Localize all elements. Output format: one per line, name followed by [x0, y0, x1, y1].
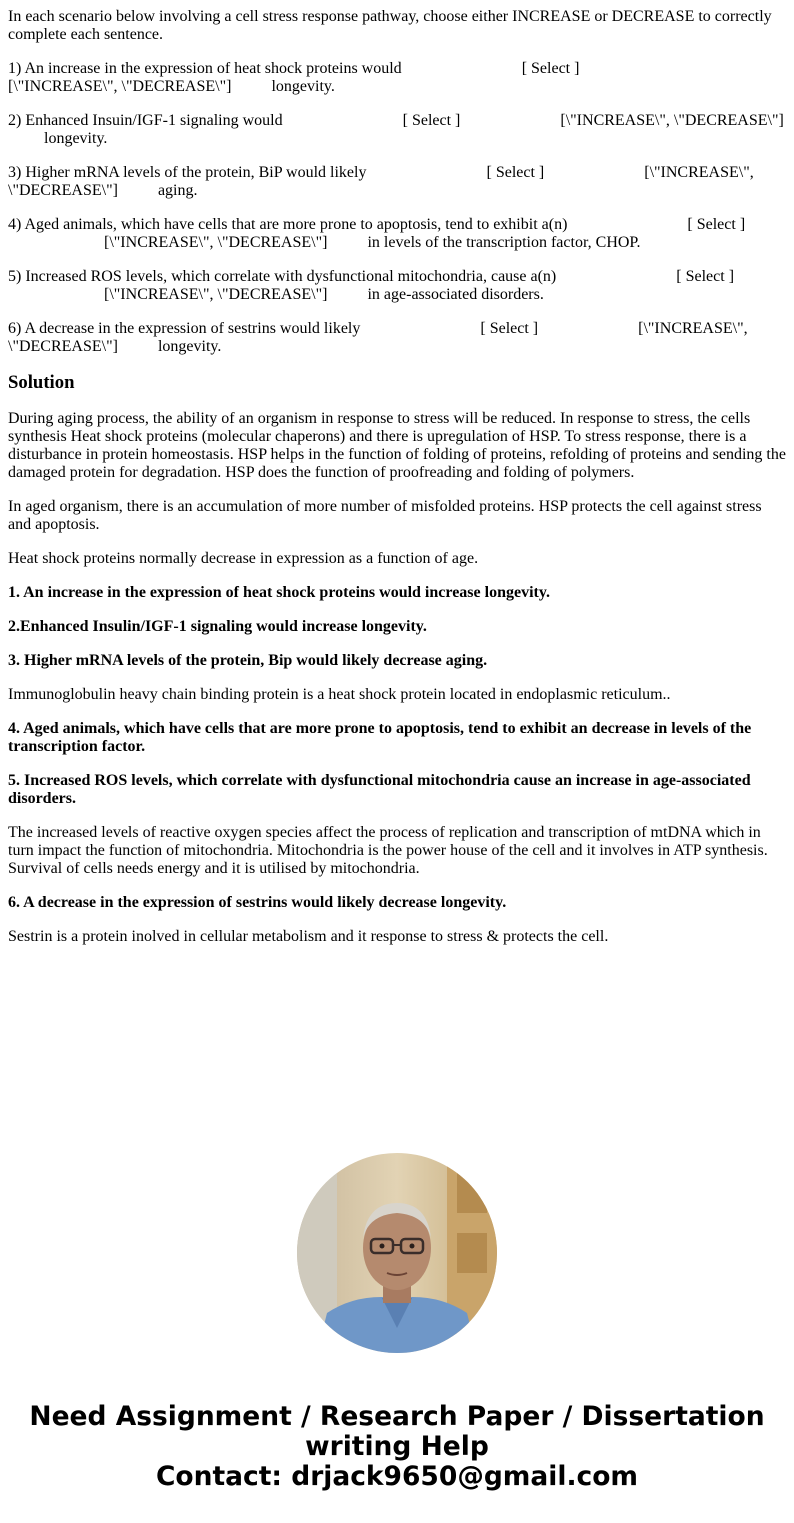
answer-3	[8, 652, 786, 670]
question-1-suffix: longevity.	[271, 78, 335, 95]
answer-1	[8, 584, 786, 602]
solution-paragraph-2: In aged organism, there is an accumulation of more number of misfolded proteins. HSP protects the cell against stress and apoptosis.	[8, 498, 762, 533]
contact-line-2: Contact: drjack9650@gmail.com	[155, 1461, 639, 1492]
question-5-suffix: in age-associated disorders.	[367, 286, 544, 303]
answer-5-note: The increased levels of reactive oxygen species affect the process of replication and transcription of mtDNA which in turn impact the function of mitochondria. Mitochondria is the power house of the cell and it involves in ATP synthesis. Survival of cells needs energy and it is utilised by mitochondria.	[8, 824, 768, 877]
solution-paragraph-1: During aging process, the ability of an organism in response to stress will be reduced. In response to stress, the cells synthesis Heat shock proteins (molecular chaperons) and there is upregulation of HSP. To stress response, there is a disturbance in protein homeostasis. HSP helps in the function of folding of proteins, refolding of proteins and sending the damaged protein for degradation. HSP does the function of proofreading and folding of polymers.	[8, 410, 786, 481]
tutor-avatar	[297, 1153, 497, 1353]
answer-1-text: 1. An increase in the expression of heat shock proteins would increase longevity.	[8, 584, 550, 601]
question-2-prefix: 2) Enhanced Insuin/IGF-1 signaling would	[8, 112, 283, 129]
question-content	[8, 8, 786, 962]
question-1-select[interactable]: [ Select ]	[521, 60, 580, 77]
answer-3-text: 3. Higher mRNA levels of the protein, Bip would likely decrease aging.	[8, 652, 488, 669]
answer-2-text: 2.Enhanced Insulin/IGF-1 signaling would increase longevity.	[8, 618, 427, 635]
answer-6	[8, 894, 786, 912]
answer-4-text: 4. Aged animals, which have cells that are more prone to apoptosis, tend to exhibit an decrease in levels of the transcription factor.	[8, 720, 752, 755]
question-2-suffix: longevity.	[44, 130, 108, 147]
question-1	[8, 60, 786, 96]
question-3-options: [\"INCREASE\", \"DECREASE\"]	[8, 164, 754, 199]
question-3	[8, 164, 786, 200]
question-6-select[interactable]: [ Select ]	[480, 320, 539, 337]
question-4	[8, 216, 786, 252]
tutor-portrait-image	[297, 1153, 497, 1353]
intro-text: In each scenario below involving a cell stress response pathway, choose either INCREASE or DECREASE to correctly complete each sentence.	[8, 8, 772, 43]
solution-heading: Solution	[8, 372, 75, 393]
question-3-select[interactable]: [ Select ]	[486, 164, 545, 181]
question-3-prefix: 3) Higher mRNA levels of the protein, BiP would likely	[8, 164, 367, 181]
question-2-select[interactable]: [ Select ]	[402, 112, 461, 129]
answer-4	[8, 720, 786, 756]
question-4-suffix: in levels of the transcription factor, CHOP.	[367, 234, 641, 251]
question-5	[8, 268, 786, 304]
question-2	[8, 112, 786, 148]
question-3-suffix: aging.	[157, 182, 198, 199]
answer-3-note: Immunoglobulin heavy chain binding protein is a heat shock protein located in endoplasmic reticulum..	[8, 686, 671, 703]
question-1-prefix: 1) An increase in the expression of heat shock proteins would	[8, 60, 402, 77]
question-6-suffix: longevity.	[157, 338, 222, 355]
question-1-options: [\"INCREASE\", \"DECREASE\"]	[8, 78, 232, 95]
answer-6-note: Sestrin is a protein inolved in cellular metabolism and it response to stress & protects the cell.	[8, 928, 609, 945]
question-2-options: [\"INCREASE\", \"DECREASE\"]	[560, 112, 784, 129]
question-5-prefix: 5) Increased ROS levels, which correlate with dysfunctional mitochondria, cause a(n)	[8, 268, 557, 285]
answer-5	[8, 772, 786, 808]
question-6	[8, 320, 786, 356]
question-5-options: [\"INCREASE\", \"DECREASE\"]	[104, 286, 328, 303]
question-6-prefix: 6) A decrease in the expression of sestrins would likely	[8, 320, 361, 337]
question-4-prefix: 4) Aged animals, which have cells that are more prone to apoptosis, tend to exhibit a(n)	[8, 216, 568, 233]
question-4-select[interactable]: [ Select ]	[687, 216, 746, 233]
question-6-options: [\"INCREASE\", \"DECREASE\"]	[8, 320, 748, 355]
contact-banner	[0, 1402, 794, 1492]
question-5-select[interactable]: [ Select ]	[676, 268, 735, 285]
answer-5-text: 5. Increased ROS levels, which correlate with dysfunctional mitochondria cause an increase in age-associated disorders.	[8, 772, 751, 807]
contact-line-1: Need Assignment / Research Paper / Dissertation writing Help	[29, 1401, 765, 1462]
answer-6-text: 6. A decrease in the expression of sestrins would likely decrease longevity.	[8, 894, 507, 911]
solution-paragraph-3: Heat shock proteins normally decrease in expression as a function of age.	[8, 550, 479, 567]
answer-2	[8, 618, 786, 636]
question-4-options: [\"INCREASE\", \"DECREASE\"]	[104, 234, 328, 251]
